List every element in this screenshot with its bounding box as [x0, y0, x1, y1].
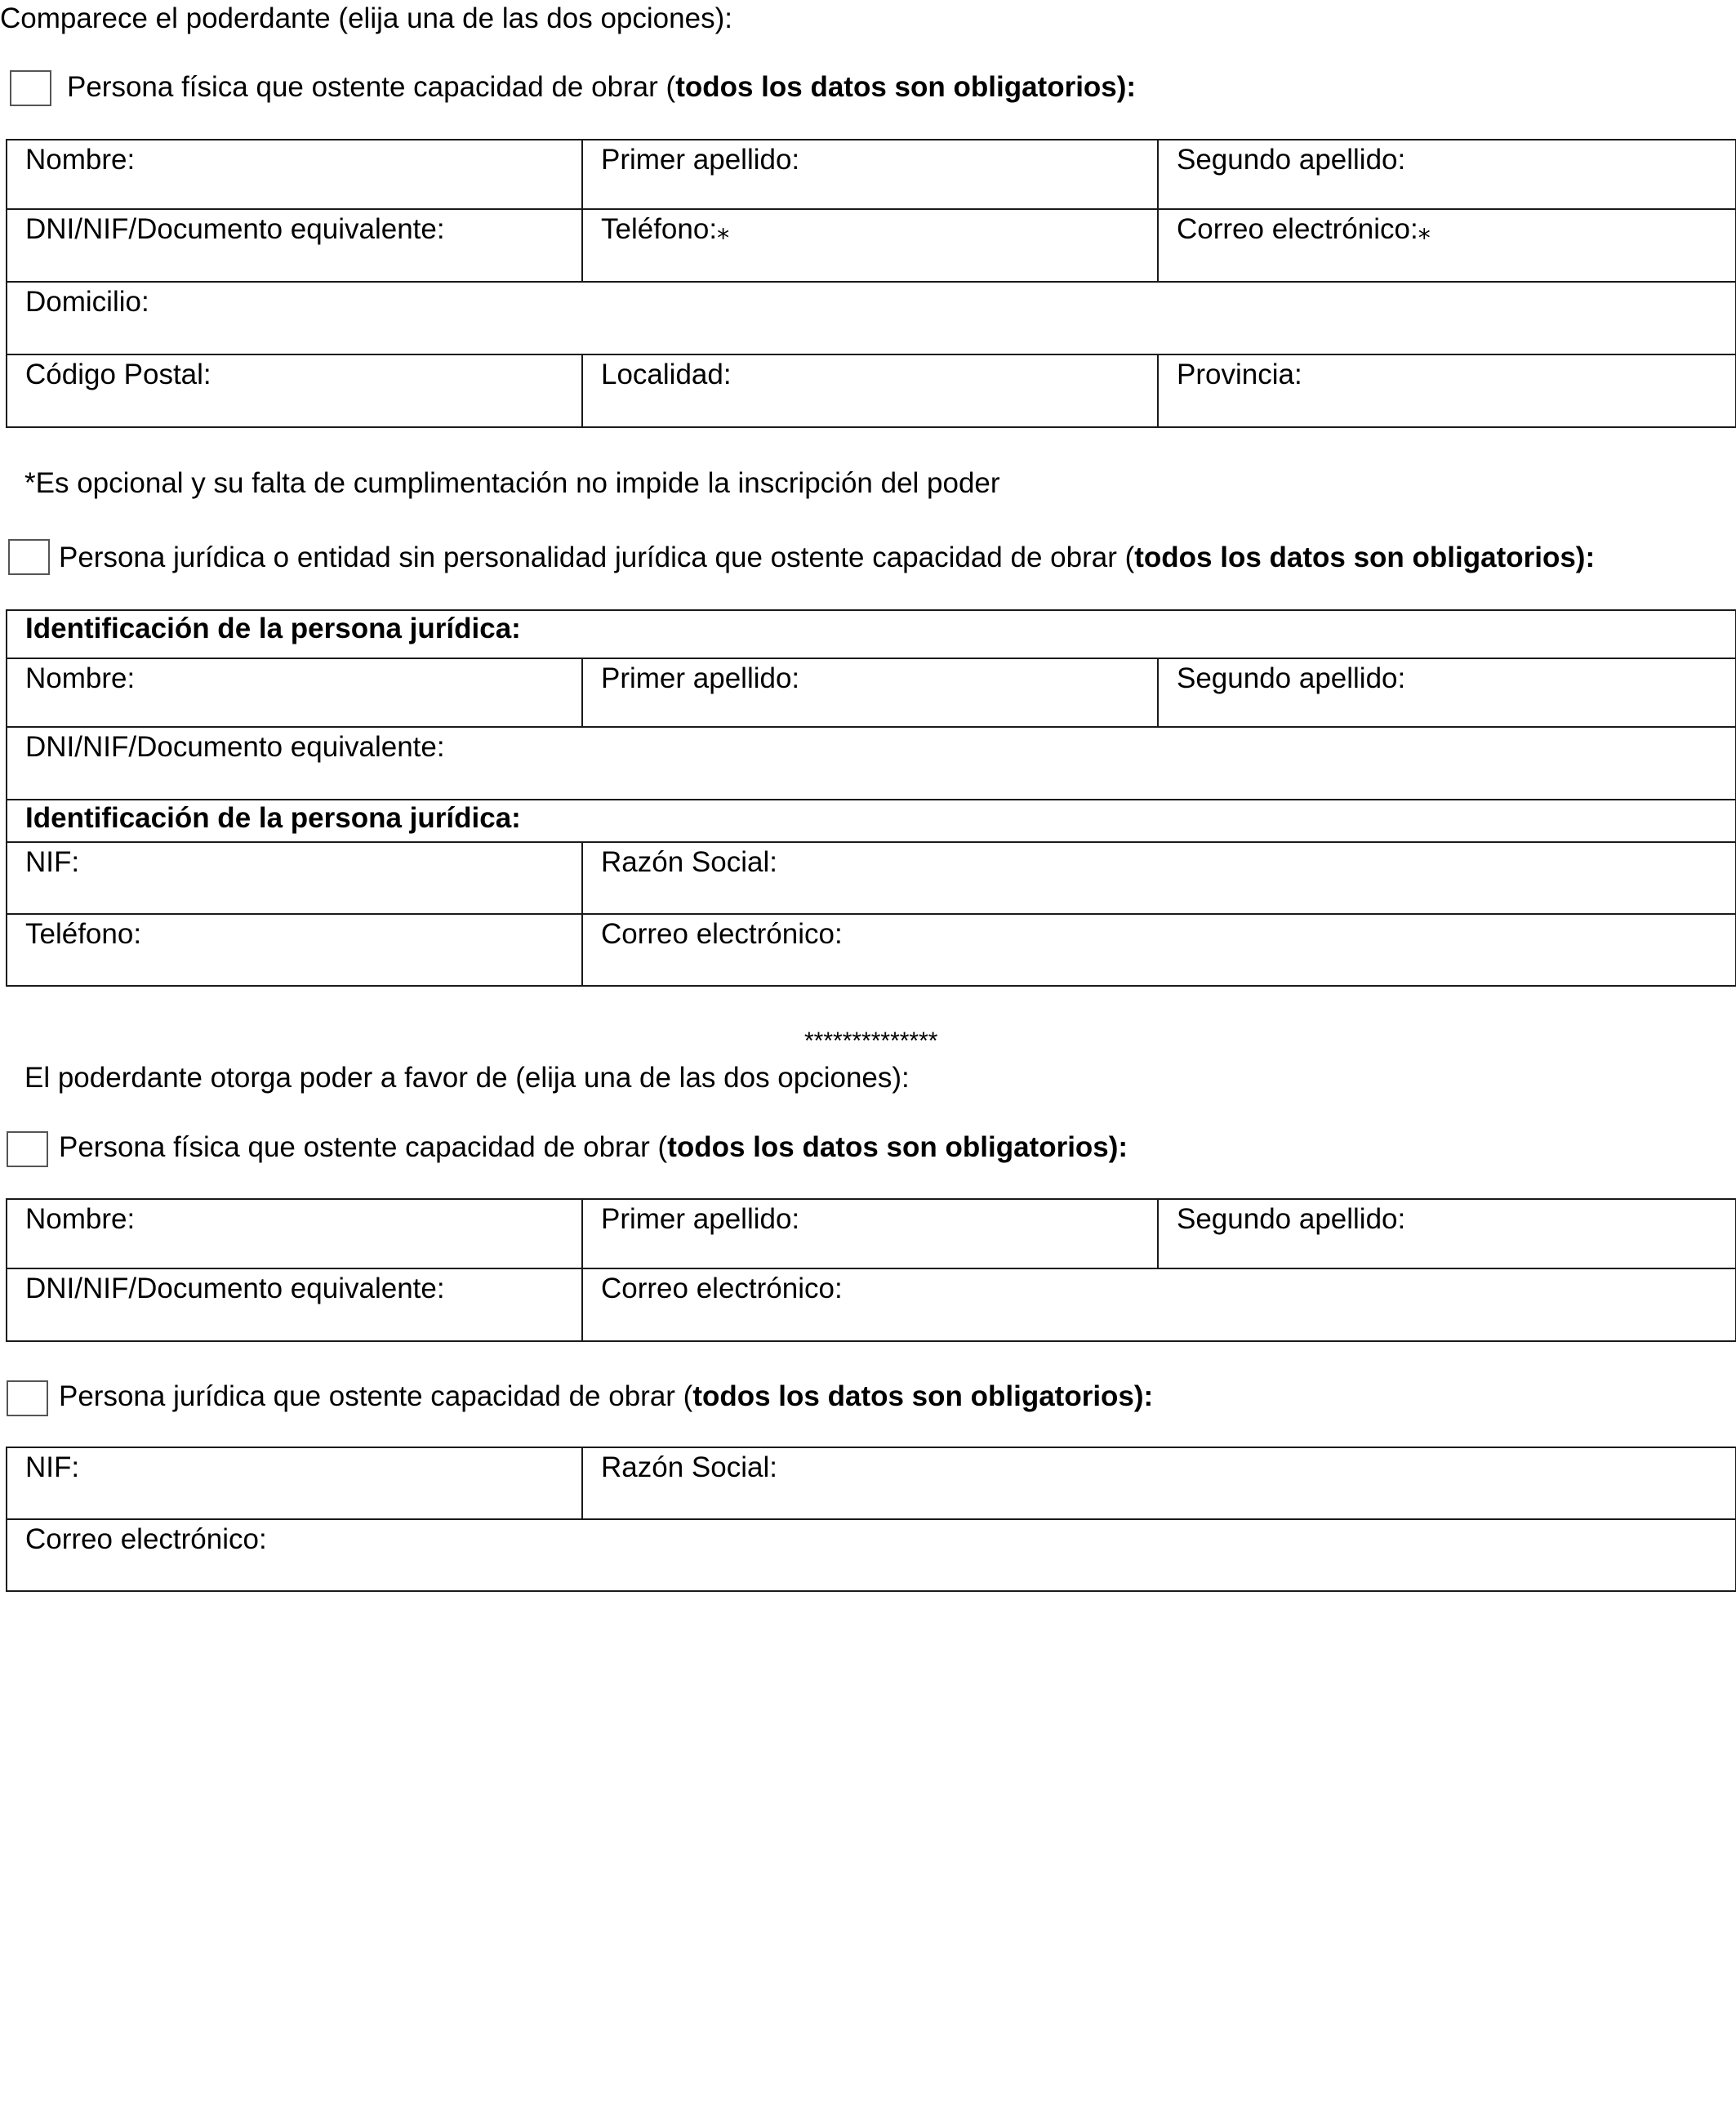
option-poderdante-persona-juridica-label: [59, 543, 1595, 572]
segundo-apellido-label: Segundo apellido:: [1177, 1203, 1406, 1235]
codigo-postal-field[interactable]: [7, 354, 582, 427]
segundo-apellido-label: Segundo apellido:: [1177, 662, 1406, 694]
correo-label: Correo electrónico:: [601, 1273, 843, 1304]
provincia-field[interactable]: [1158, 354, 1736, 427]
identificacion-heading: [7, 800, 1736, 842]
checkbox-poderdante-persona-fisica[interactable]: [10, 70, 51, 106]
correo-label-text: Correo electrónico:: [1177, 213, 1418, 245]
option-apoderado-persona-juridica-label: [59, 1382, 1153, 1411]
identificacion-heading-label: Identificación de la persona jurídica:: [25, 802, 521, 834]
nif-field[interactable]: [7, 1447, 582, 1519]
telefono-label: Teléfono:: [25, 918, 142, 950]
option-label-text: Persona jurídica que ostente capacidad de obrar (: [59, 1380, 693, 1412]
apoderado-persona-fisica-table: [6, 1198, 1736, 1342]
domicilio-field[interactable]: [7, 282, 1736, 354]
nombre-label: Nombre:: [25, 662, 136, 694]
dni-field[interactable]: [7, 209, 582, 282]
section-separator: **************: [804, 1028, 938, 1054]
telefono-label: [601, 210, 729, 243]
localidad-field[interactable]: [582, 354, 1158, 427]
razon-social-field[interactable]: [582, 842, 1736, 914]
razon-social-label: Razón Social:: [601, 846, 777, 878]
primer-apellido-label: Primer apellido:: [601, 1203, 800, 1235]
option-label-text: Persona jurídica o entidad sin personalidad jurídica que ostente capacidad de obrar (: [59, 542, 1135, 573]
nombre-label: Nombre:: [25, 1203, 136, 1235]
segundo-apellido-label: Segundo apellido:: [1177, 144, 1406, 176]
nombre-label: Nombre:: [25, 144, 136, 176]
nombre-field[interactable]: [7, 1199, 582, 1268]
domicilio-label: Domicilio:: [25, 286, 149, 318]
option-apoderado-persona-fisica-label: [59, 1133, 1128, 1161]
nif-label: NIF:: [25, 846, 80, 878]
checkbox-poderdante-persona-juridica[interactable]: [8, 539, 50, 575]
telefono-label-text: Teléfono:: [601, 213, 718, 245]
razon-social-field[interactable]: [582, 1447, 1736, 1519]
razon-social-label: Razón Social:: [601, 1451, 777, 1483]
poderdante-persona-fisica-table: [6, 139, 1736, 428]
telefono-field[interactable]: [582, 209, 1158, 282]
correo-label: Correo electrónico:: [25, 1523, 267, 1555]
section2-intro: El poderdante otorga poder a favor de (elija una de las dos opciones):: [24, 1062, 910, 1094]
segundo-apellido-field[interactable]: [1158, 1199, 1736, 1268]
dni-field[interactable]: [7, 1268, 582, 1341]
option-poderdante-persona-fisica-label: [67, 73, 1136, 101]
correo-label: Correo electrónico:: [601, 918, 843, 950]
dni-label: DNI/NIF/Documento equivalente:: [25, 213, 445, 245]
option-label-text: Persona física que ostente capacidad de obrar (: [67, 71, 676, 103]
telefono-field[interactable]: [7, 914, 582, 986]
optional-asterisk-icon: ⁎: [1418, 217, 1431, 244]
optional-note: *Es opcional y su falta de cumplimentación no impide la inscripción del poder: [24, 467, 1000, 499]
dni-label: DNI/NIF/Documento equivalente:: [25, 731, 445, 763]
section1-intro: Comparece el poderdante (elija una de las dos opciones):: [0, 2, 732, 34]
poderdante-persona-juridica-table: [6, 609, 1736, 987]
primer-apellido-label: Primer apellido:: [601, 144, 800, 176]
option-label-required: todos los datos son obligatorios):: [675, 71, 1137, 103]
primer-apellido-field[interactable]: [582, 140, 1158, 209]
primer-apellido-field[interactable]: [582, 658, 1158, 727]
dni-label: DNI/NIF/Documento equivalente:: [25, 1273, 445, 1304]
option-label-required: todos los datos son obligatorios):: [692, 1380, 1154, 1412]
nombre-field[interactable]: [7, 140, 582, 209]
identificacion-heading-label: Identificación de la persona jurídica:: [25, 613, 521, 644]
codigo-postal-label: Código Postal:: [25, 359, 211, 390]
provincia-label: Provincia:: [1177, 359, 1302, 390]
nif-field[interactable]: [7, 842, 582, 914]
correo-label: [1177, 210, 1431, 243]
optional-asterisk-icon: ⁎: [717, 217, 730, 244]
primer-apellido-label: Primer apellido:: [601, 662, 800, 694]
localidad-label: Localidad:: [601, 359, 732, 390]
identificacion-heading: [7, 610, 1736, 658]
option-label-required: todos los datos son obligatorios):: [1134, 542, 1596, 573]
nombre-field[interactable]: [7, 658, 582, 727]
correo-field[interactable]: [1158, 209, 1736, 282]
primer-apellido-field[interactable]: [582, 1199, 1158, 1268]
segundo-apellido-field[interactable]: [1158, 140, 1736, 209]
correo-field[interactable]: [582, 914, 1736, 986]
correo-field[interactable]: [7, 1519, 1736, 1591]
nif-label: NIF:: [25, 1451, 80, 1483]
dni-field[interactable]: [7, 727, 1736, 800]
checkbox-apoderado-persona-juridica[interactable]: [7, 1380, 48, 1416]
correo-field[interactable]: [582, 1268, 1736, 1341]
option-label-required: todos los datos son obligatorios):: [667, 1131, 1128, 1163]
apoderado-persona-juridica-table: [6, 1447, 1736, 1592]
segundo-apellido-field[interactable]: [1158, 658, 1736, 727]
option-label-text: Persona física que ostente capacidad de obrar (: [59, 1131, 668, 1163]
checkbox-apoderado-persona-fisica[interactable]: [7, 1131, 48, 1167]
